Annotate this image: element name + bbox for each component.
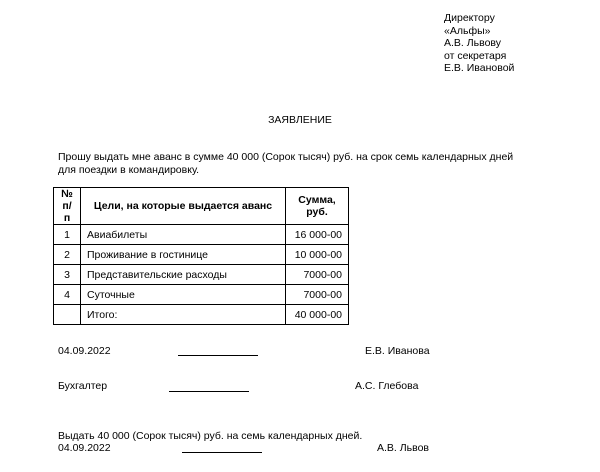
table-header-row — [54, 188, 349, 225]
addressee-line: от секретаря — [444, 49, 507, 62]
table-total-row — [54, 305, 349, 325]
row-num: 3 — [54, 265, 81, 285]
table-row — [54, 285, 349, 305]
total-sum: 40 000-00 — [286, 305, 349, 325]
addressee-line: А.В. Львову — [444, 37, 502, 49]
request-paragraph — [58, 151, 558, 176]
approval-name: А.В. Львов — [377, 442, 429, 454]
row-purpose: Суточные — [81, 285, 286, 305]
addressee-line: «Альфы» — [444, 24, 491, 37]
request-line: Прошу выдать мне аванс в сумме 40 000 (Сорок тысяч) руб. на срок семь календарных дней — [58, 151, 514, 163]
header-sum: Сумма, руб. — [286, 188, 349, 225]
table-row — [54, 245, 349, 265]
row-num: 1 — [54, 225, 81, 245]
addressee-line: Директору — [444, 12, 495, 24]
addressee-block — [444, 12, 514, 75]
header-purpose: Цели, на которые выдается аванс — [81, 188, 286, 225]
row-purpose: Проживание в гостинице — [81, 245, 286, 265]
total-num-empty — [54, 305, 81, 325]
row-num: 2 — [54, 245, 81, 265]
accountant-name: А.С. Глебова — [355, 380, 419, 392]
row-num: 4 — [54, 285, 81, 305]
accountant-role: Бухгалтер — [58, 380, 108, 392]
row-sum: 16 000-00 — [286, 225, 349, 245]
total-label: Итого: — [81, 305, 286, 325]
addressee-line: Е.В. Ивановой — [444, 62, 515, 74]
applicant-signature-line — [178, 355, 258, 356]
accountant-signature-line — [169, 391, 249, 392]
header-num: № п/п — [54, 188, 81, 225]
approval-date: 04.09.2022 — [58, 442, 111, 454]
row-sum: 7000-00 — [286, 265, 349, 285]
row-sum: 10 000-00 — [286, 245, 349, 265]
document-title: ЗАЯВЛЕНИЕ — [268, 114, 332, 126]
applicant-name: Е.В. Иванова — [365, 345, 430, 357]
applicant-date: 04.09.2022 — [58, 345, 111, 357]
advance-table — [53, 187, 349, 325]
row-purpose: Представительские расходы — [81, 265, 286, 285]
request-line: для поездки в командировку. — [58, 163, 200, 176]
approval-signature-line — [182, 452, 262, 453]
row-sum: 7000-00 — [286, 285, 349, 305]
table-row — [54, 225, 349, 245]
approval-text: Выдать 40 000 (Сорок тысяч) руб. на семь календарных дней. — [58, 430, 363, 442]
row-purpose: Авиабилеты — [81, 225, 286, 245]
table-row — [54, 265, 349, 285]
